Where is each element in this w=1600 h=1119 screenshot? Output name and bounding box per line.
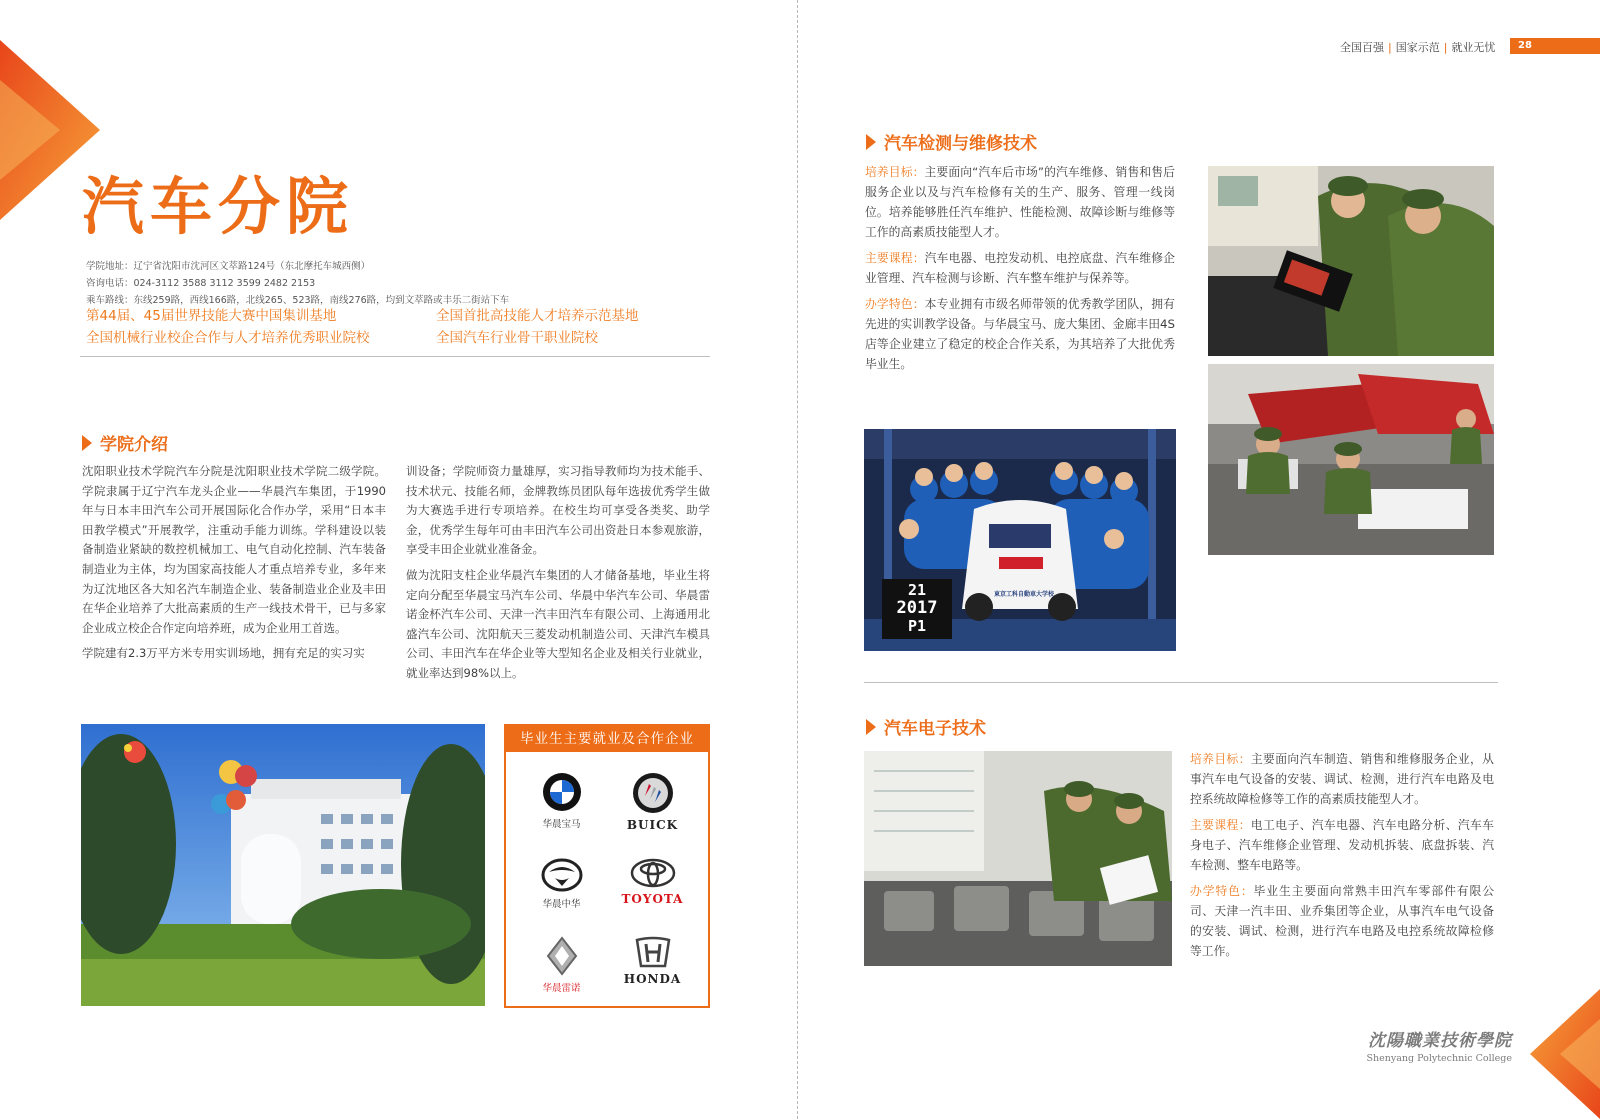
toyota-logo-icon (630, 858, 676, 888)
course2-heading (866, 714, 986, 739)
buick-logo-icon (632, 772, 674, 814)
workshop-photo (1208, 364, 1494, 555)
honor-item: 全国机械行业校企合作与人才培养优秀职业院校 (86, 330, 370, 346)
course2-heading-label: 汽车电子技术 (884, 719, 986, 739)
item-label: 培养目标： (865, 165, 925, 179)
honor-item: 第44届、45届世界技能大赛中国集训基地 (86, 308, 337, 324)
course2-features (1190, 881, 1494, 961)
partner-caption: 华晨雷诺 (542, 983, 581, 994)
car-sponsor-text: 東京工科自動車大学校 (993, 591, 1054, 598)
item-label: 主要课程： (1190, 818, 1251, 832)
partner-logo-grid (506, 752, 708, 1008)
partner-caption: BUICK (626, 818, 679, 832)
divider (80, 356, 710, 357)
course2-goal (1190, 749, 1494, 809)
address-line: 学院地址：辽宁省沈阳市沈河区文萃路124号（东北摩托车城西侧） (86, 261, 371, 272)
intro-column-1 (82, 462, 386, 690)
brilliance-logo-icon (541, 858, 583, 892)
contact-info (86, 258, 509, 309)
bmw-logo-icon (542, 772, 582, 812)
course1-goal (865, 162, 1175, 242)
intro-column-2 (406, 462, 710, 690)
intro-heading (82, 430, 168, 455)
item-label: 培养目标： (1190, 752, 1251, 766)
item-label: 主要课程： (865, 251, 925, 265)
partner-logo (607, 772, 698, 850)
honor-item: 全国汽车行业骨干职业院校 (436, 330, 598, 346)
intro-paragraph: 做为沈阳支柱企业华晨汽车集团的人才储备基地，毕业生将定向分配至华晨宝马汽车公司、华晨中华汽车公司、华晨雷诺金杯汽车公司、天津一汽丰田汽车有限公司、上海通用北盛汽车公司、沈阳航天三菱发动机制造公司、天津汽车模具公司、丰田汽车在华企业等大型知名企业及相关行业就业，就业率达到98%以上。 (406, 567, 710, 680)
race-position: P1 (907, 617, 927, 635)
page-spine (797, 0, 798, 1119)
college-footer-logo (1348, 1026, 1512, 1064)
divider (864, 682, 1498, 683)
course2-courses (1190, 815, 1494, 875)
partner-logo (516, 772, 607, 850)
course1-heading-label: 汽车检测与维修技术 (884, 134, 1037, 154)
left-page (0, 0, 796, 1119)
bus-route-line: 乘车路线：东线259路，西线166路，北线265、523路，南线276路，均到文萃路或丰乐二街站下车 (86, 295, 510, 306)
course1-heading (866, 129, 1037, 154)
race-year: 2017 (896, 598, 938, 618)
item-text: 主要面向“汽车后市场”的汽车维修、销售和售后服务企业以及与汽车检修有关的生产、服务、管理一线岗位。培养能够胜任汽车维护、性能检测、故障诊断与维修等工作的高素质技能型人才。 (865, 165, 1175, 239)
item-text: 本专业拥有市级名师带领的优秀教学团队，拥有先进的实训教学设备。与华晨宝马、庞大集团、金廊丰田4S店等企业建立了稳定的校企合作关系，为其培养了大批优秀毕业生。 (865, 297, 1175, 371)
partner-logo (516, 858, 607, 928)
right-page (800, 0, 1600, 1119)
triangle-bullet-icon (866, 134, 876, 150)
course2-text (1190, 749, 1494, 967)
race-number: 21 (907, 581, 927, 599)
tag-separator: | (1388, 40, 1392, 54)
partner-caption: 华晨中华 (542, 899, 581, 910)
partner-caption: 华晨宝马 (542, 819, 581, 830)
race-board (884, 581, 950, 635)
orange-corner-decoration (1530, 989, 1600, 1119)
course1-courses (865, 248, 1175, 288)
triangle-bullet-icon (82, 435, 92, 451)
partners-title: 毕业生主要就业及合作企业 (506, 726, 708, 752)
partner-caption: TOYOTA (621, 892, 684, 906)
footer-cn-name: 沈陽職業技術學院 (1368, 1031, 1512, 1051)
honors-list (86, 307, 706, 348)
item-text: 主要面向汽车制造、销售和维修服务企业，从事汽车电气设备的安装、调试、检测，进行汽车电路及电控系统故障检修等工作的高素质技能型人才。 (1190, 752, 1494, 806)
intro-paragraph: 沈阳职业技术学院汽车分院是沈阳职业技术学院二级学院。学院隶属于辽宁汽车龙头企业——华晨汽车集团，于1990年与日本丰田汽车公司开展国际化合作办学，采用“日本丰田教学模式”开展教学，注重动手能力训练。学科建设以装备制造业紧缺的数控机械加工、电气自动化控制、汽车装备制造业为主体，均为国家高技能人才重点培养专业，多年来为辽沈地区各大知名汽车制造企业、装备制造业企业及丰田在华企业培养了大批高素质的生产一线技术骨干，已与多家企业成立校企合作定向培养班，成为企业用工首选。 (82, 464, 386, 635)
partners-box (504, 724, 710, 1008)
intro-paragraph: 学院建有2.3万平方米专用实训场地，拥有充足的实习实 (82, 646, 365, 661)
partner-logo (516, 936, 607, 1008)
item-text: 毕业生主要面向常熟丰田汽车零部件有限公司、天津一汽丰田、业乔集团等企业，从事汽车电气设备的安装、调试、检测，进行汽车电路及电控系统故障检修等工作。 (1190, 884, 1494, 958)
partner-logo (607, 936, 698, 1008)
item-text: 汽车电器、电控发动机、电控底盘、汽车维修企业管理、汽车检测与诊断、汽车整车维护与保养等。 (865, 251, 1175, 285)
header-tag: 国家示范 (1395, 41, 1440, 54)
header-tags (1340, 39, 1495, 55)
header-tag: 就业无忧 (1451, 41, 1496, 54)
intro-text (82, 462, 710, 690)
tag-separator: | (1443, 40, 1448, 54)
college-title: 汽车分院 (82, 170, 355, 243)
item-label: 办学特色： (865, 297, 925, 311)
honda-logo-icon (634, 936, 672, 968)
course1-features (865, 294, 1175, 374)
racing-team-photo (864, 429, 1176, 651)
engine-lab-photo (864, 751, 1172, 966)
intro-paragraph: 训设备；学院师资力量雄厚，实习指导教师均为技术能手、技术状元、技能名师，金牌教练员团队每年选拔优秀学生做为大赛选手进行专项培养。在校生均可享受各类奖、助学金，优秀学生每年可由丰田汽车公司出资赴日本参观旅游，享受丰田企业就业准备金。 (406, 464, 710, 557)
partner-logo (607, 858, 698, 928)
honor-item: 全国首批高技能人才培养示范基地 (436, 308, 639, 324)
diagnosis-photo (1208, 166, 1494, 356)
page-number: 28 (1510, 38, 1600, 54)
footer-en-name: Shenyang Polytechnic College (1366, 1053, 1512, 1064)
header-tag: 全国百强 (1340, 41, 1384, 54)
partner-caption: HONDA (623, 972, 682, 986)
phone-line: 咨询电话：024-3112 3588 3112 3599 2482 2153 (86, 278, 316, 289)
course1-text (865, 162, 1175, 380)
campus-building-photo (81, 724, 485, 1006)
intro-heading-label: 学院介绍 (100, 435, 168, 455)
triangle-bullet-icon (866, 719, 876, 735)
item-label: 办学特色： (1190, 884, 1254, 898)
item-text: 电工电子、汽车电器、汽车电路分析、汽车车身电子、汽车维修企业管理、发动机拆装、底盘拆装、汽车检测、整车电路等。 (1190, 818, 1494, 872)
renault-logo-icon (546, 936, 578, 976)
